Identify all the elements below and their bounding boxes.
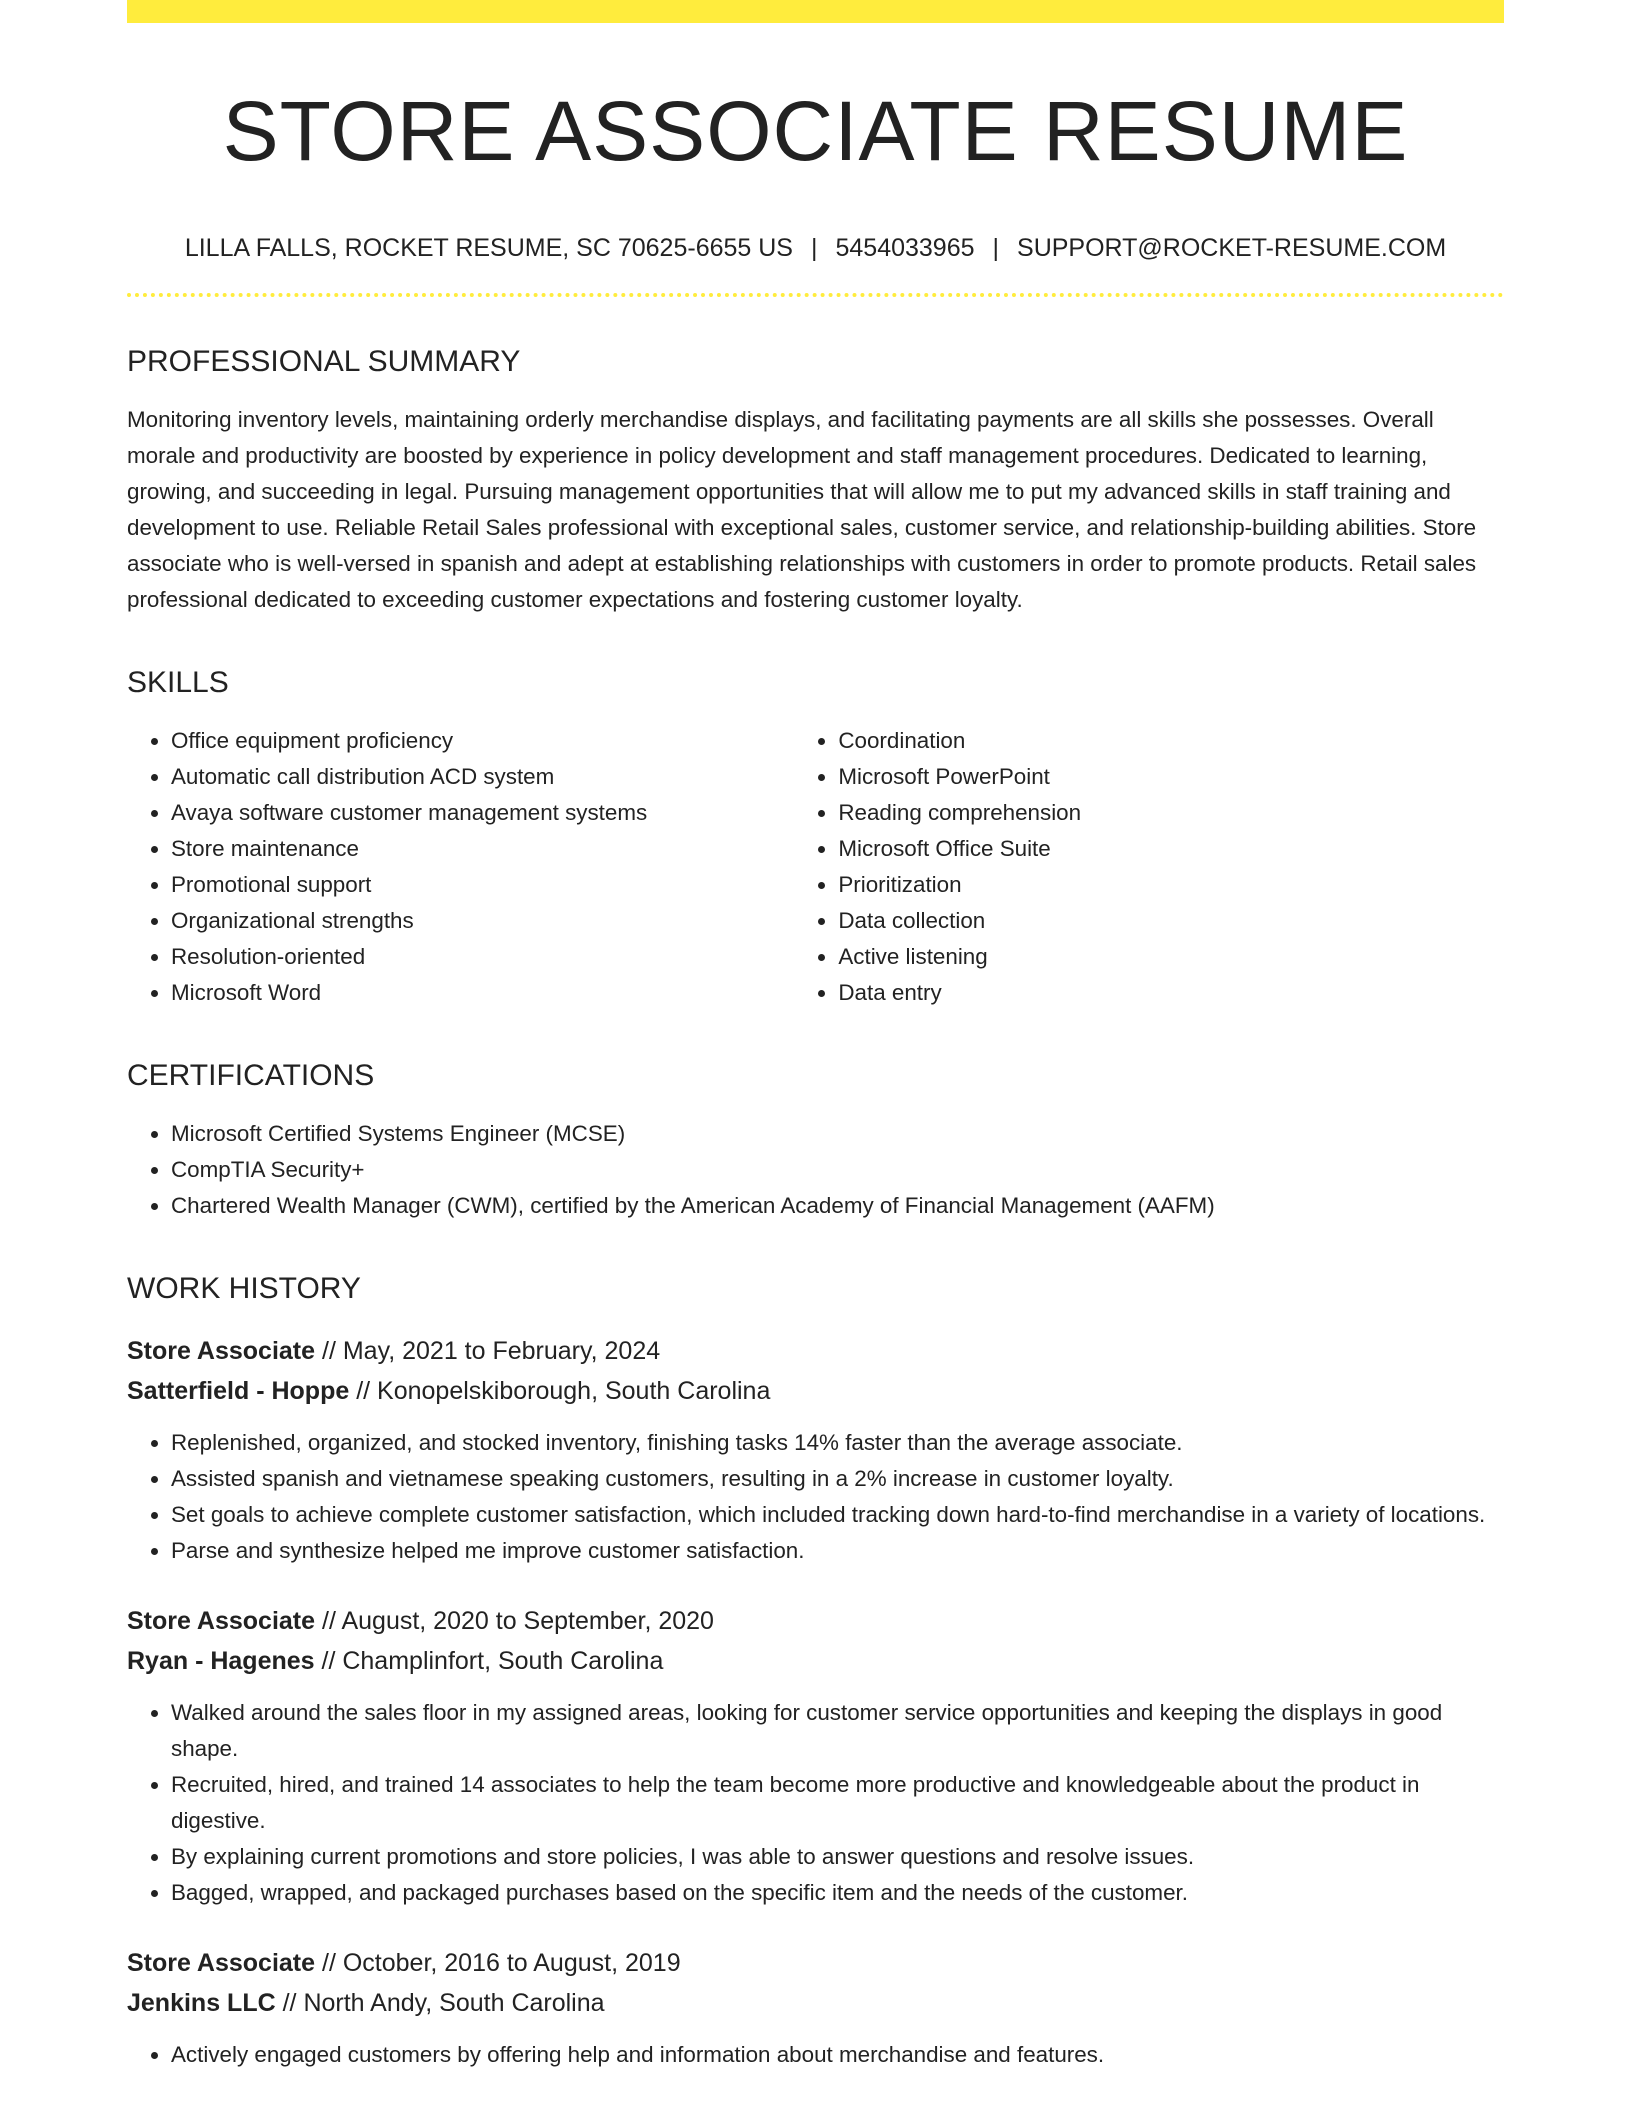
job-dates: // October, 2016 to August, 2019 bbox=[322, 1949, 681, 1978]
skill-item: • Office equipment proficiency bbox=[171, 723, 794, 759]
skills-section bbox=[127, 666, 1504, 1011]
skill-item: • Promotional support bbox=[171, 867, 794, 903]
job-company: Satterfield - Hoppe bbox=[127, 1377, 350, 1406]
job-entry bbox=[127, 1601, 1504, 1911]
job-title-line bbox=[127, 1601, 1504, 1641]
skill-item: • Automatic call distribution ACD system bbox=[171, 759, 794, 795]
job-duty: • Recruited, hired, and trained 14 associates to help the team become more productive and knowledgeable about the product in digestive. bbox=[171, 1767, 1504, 1839]
job-title-line bbox=[127, 1331, 1504, 1371]
certification-item: • Microsoft Certified Systems Engineer (MCSE) bbox=[171, 1116, 1504, 1152]
job-duties-list bbox=[127, 1425, 1504, 1569]
skill-item: • Active listening bbox=[838, 939, 1504, 975]
skill-item: • Avaya software customer management systems bbox=[171, 795, 794, 831]
job-company: Jenkins LLC bbox=[127, 1989, 276, 2018]
section-heading-summary: PROFESSIONAL SUMMARY bbox=[127, 345, 521, 379]
job-duties-list bbox=[127, 2037, 1504, 2073]
job-dates: // May, 2021 to February, 2024 bbox=[322, 1337, 661, 1366]
contact-phone: 5454033965 bbox=[835, 234, 975, 263]
professional-summary-section bbox=[127, 345, 1504, 618]
section-heading-work-history: WORK HISTORY bbox=[127, 1272, 361, 1306]
contact-separator: | bbox=[992, 234, 1000, 263]
skill-item: • Microsoft Office Suite bbox=[838, 831, 1504, 867]
job-duty: • Walked around the sales floor in my assigned areas, looking for customer service opportunities and keeping the displays in good shape. bbox=[171, 1695, 1504, 1767]
skills-columns bbox=[127, 723, 1504, 1011]
skill-item: • Coordination bbox=[838, 723, 1504, 759]
skills-list-left bbox=[127, 723, 794, 1011]
job-dates: // August, 2020 to September, 2020 bbox=[322, 1607, 714, 1636]
skill-item: • Data collection bbox=[838, 903, 1504, 939]
job-company-line bbox=[127, 1371, 1504, 1411]
skill-item: • Data entry bbox=[838, 975, 1504, 1011]
job-location: // Champlinfort, South Carolina bbox=[321, 1647, 664, 1676]
job-title-line bbox=[127, 1943, 1504, 1983]
top-accent-bar bbox=[127, 0, 1504, 23]
skill-item: • Organizational strengths bbox=[171, 903, 794, 939]
certification-item: • Chartered Wealth Manager (CWM), certified by the American Academy of Financial Management (AAFM) bbox=[171, 1188, 1504, 1224]
job-location: // North Andy, South Carolina bbox=[282, 1989, 605, 2018]
certifications-section bbox=[127, 1059, 1504, 1224]
job-duty: • Actively engaged customers by offering help and information about merchandise and features. bbox=[171, 2037, 1504, 2073]
job-company: Ryan - Hagenes bbox=[127, 1647, 315, 1676]
skill-item: • Reading comprehension bbox=[838, 795, 1504, 831]
job-duty: • Parse and synthesize helped me improve customer satisfaction. bbox=[171, 1533, 1504, 1569]
job-duties-list bbox=[127, 1695, 1504, 1911]
job-duty: • Assisted spanish and vietnamese speaking customers, resulting in a 2% increase in customer loyalty. bbox=[171, 1461, 1504, 1497]
certification-item: • CompTIA Security+ bbox=[171, 1152, 1504, 1188]
summary-text: Monitoring inventory levels, maintaining orderly merchandise displays, and facilitating payments are all skills she possesses. Overall morale and productivity are boosted by experience in policy development and staff management procedures. Dedicated to learning, growing, and succeeding in legal. Pursuing management opportunities that will allow me to put my advanced skills in staff training and development to use. Reliable Retail Sales professional with exceptional sales, customer service, and relationship-building abilities. Store associate who is well-versed in spanish and adept at establishing relationships with customers in order to promote products. Retail sales professional dedicated to exceeding customer expectations and fostering customer loyalty. bbox=[127, 407, 1477, 613]
section-heading-skills: SKILLS bbox=[127, 666, 229, 700]
section-heading-certifications: CERTIFICATIONS bbox=[127, 1059, 375, 1093]
job-duty: • Replenished, organized, and stocked inventory, finishing tasks 14% faster than the average associate. bbox=[171, 1425, 1504, 1461]
skills-list-right bbox=[794, 723, 1504, 1011]
job-entry bbox=[127, 1943, 1504, 2073]
contact-separator: | bbox=[810, 234, 818, 263]
contact-address: LILLA FALLS, ROCKET RESUME, SC 70625-6655 US bbox=[184, 234, 793, 263]
job-title: Store Associate bbox=[127, 1949, 316, 1978]
job-duty: • Set goals to achieve complete customer satisfaction, which included tracking down hard-to-find merchandise in a variety of locations. bbox=[171, 1497, 1504, 1533]
skill-item: • Store maintenance bbox=[171, 831, 794, 867]
resume-title: STORE ASSOCIATE RESUME bbox=[222, 84, 1409, 178]
resume-page bbox=[127, 0, 1504, 2073]
job-entry bbox=[127, 1331, 1504, 1569]
job-company-line bbox=[127, 1983, 1504, 2023]
job-location: // Konopelskiborough, South Carolina bbox=[356, 1377, 771, 1406]
contact-line bbox=[127, 233, 1504, 263]
skill-item: • Resolution-oriented bbox=[171, 939, 794, 975]
dotted-divider bbox=[127, 293, 1504, 297]
skill-item: • Microsoft Word bbox=[171, 975, 794, 1011]
certifications-list bbox=[127, 1116, 1504, 1224]
job-title: Store Associate bbox=[127, 1607, 316, 1636]
job-company-line bbox=[127, 1641, 1504, 1681]
job-duty: • By explaining current promotions and store policies, I was able to answer questions and resolve issues. bbox=[171, 1839, 1504, 1875]
skill-item: • Microsoft PowerPoint bbox=[838, 759, 1504, 795]
work-history-section bbox=[127, 1272, 1504, 2073]
job-duty: • Bagged, wrapped, and packaged purchases based on the specific item and the needs of the customer. bbox=[171, 1875, 1504, 1911]
job-title: Store Associate bbox=[127, 1337, 316, 1366]
contact-email: SUPPORT@ROCKET-RESUME.COM bbox=[1017, 234, 1447, 263]
skill-item: • Prioritization bbox=[838, 867, 1504, 903]
